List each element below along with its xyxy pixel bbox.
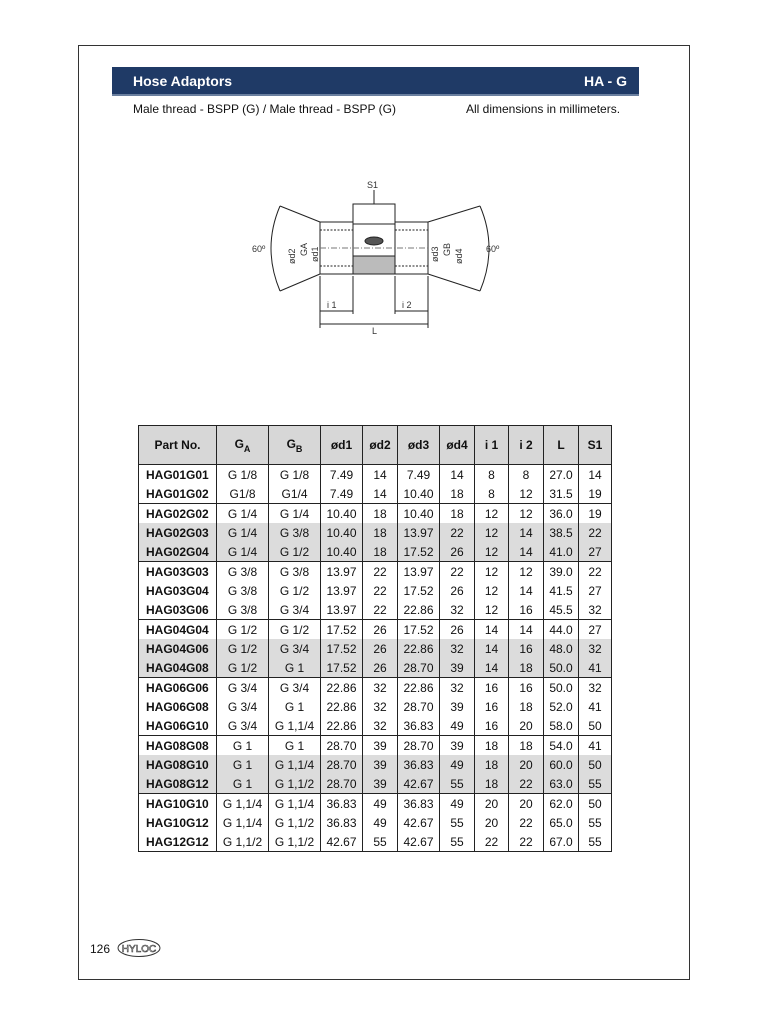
table-cell: 55 bbox=[440, 774, 475, 794]
table-cell: 14 bbox=[509, 620, 544, 640]
table-cell: 14 bbox=[509, 542, 544, 562]
table-cell: 12 bbox=[509, 484, 544, 504]
table-cell: 22 bbox=[579, 523, 612, 542]
table-cell: 18 bbox=[475, 774, 509, 794]
table-cell: HAG02G02 bbox=[139, 504, 217, 524]
table-cell: G 1 bbox=[217, 755, 269, 774]
od3-label: ød3 bbox=[430, 246, 440, 262]
table-cell: HAG02G03 bbox=[139, 523, 217, 542]
table-cell: 12 bbox=[475, 562, 509, 582]
table-cell: G 1/4 bbox=[269, 504, 321, 524]
table-cell: 18 bbox=[475, 755, 509, 774]
table-cell: 13.97 bbox=[398, 523, 440, 542]
table-cell: 18 bbox=[440, 504, 475, 524]
table-cell: 10.40 bbox=[321, 523, 363, 542]
table-cell: 63.0 bbox=[544, 774, 579, 794]
i2-label: i 2 bbox=[402, 300, 412, 310]
table-cell: G 1/4 bbox=[217, 542, 269, 562]
table-cell: 41 bbox=[579, 736, 612, 756]
col-i1: i 1 bbox=[475, 426, 509, 465]
table-cell: 28.70 bbox=[398, 697, 440, 716]
table-cell: 17.52 bbox=[398, 620, 440, 640]
table-header-row bbox=[139, 426, 612, 465]
table-cell: 28.70 bbox=[321, 755, 363, 774]
table-row bbox=[139, 562, 612, 582]
table-cell: 26 bbox=[440, 581, 475, 600]
table-cell: 16 bbox=[509, 678, 544, 698]
table-cell: HAG03G04 bbox=[139, 581, 217, 600]
table-cell: 22.86 bbox=[398, 600, 440, 620]
table-cell: 32 bbox=[440, 639, 475, 658]
table-row bbox=[139, 736, 612, 756]
table-cell: 28.70 bbox=[398, 658, 440, 678]
table-cell: 14 bbox=[509, 581, 544, 600]
units-note: All dimensions in millimeters. bbox=[466, 102, 621, 116]
page-number: 126 bbox=[90, 942, 111, 956]
table-cell: HAG01G01 bbox=[139, 465, 217, 485]
logo-text: HYLOC bbox=[121, 944, 157, 955]
table-cell: 36.83 bbox=[398, 794, 440, 814]
table-cell: 32 bbox=[440, 678, 475, 698]
table-cell: G 3/4 bbox=[269, 678, 321, 698]
table-cell: 12 bbox=[509, 562, 544, 582]
table-cell: 22 bbox=[363, 600, 398, 620]
table-cell: 22 bbox=[363, 562, 398, 582]
table-cell: 12 bbox=[475, 600, 509, 620]
table-cell: 8 bbox=[509, 465, 544, 485]
table-cell: 20 bbox=[509, 716, 544, 736]
table-cell: 18 bbox=[509, 658, 544, 678]
table-cell: 14 bbox=[475, 639, 509, 658]
section-header bbox=[112, 67, 639, 94]
table-cell: 12 bbox=[475, 542, 509, 562]
table-cell: 60.0 bbox=[544, 755, 579, 774]
table-cell: HAG10G10 bbox=[139, 794, 217, 814]
table-row bbox=[139, 542, 612, 562]
table-cell: G 3/8 bbox=[217, 600, 269, 620]
table-cell: 39 bbox=[440, 658, 475, 678]
table-cell: 18 bbox=[475, 736, 509, 756]
table-cell: 55 bbox=[579, 832, 612, 852]
table-cell: 41.5 bbox=[544, 581, 579, 600]
table-cell: 50 bbox=[579, 716, 612, 736]
table-cell: 14 bbox=[579, 465, 612, 485]
table-cell: 18 bbox=[363, 523, 398, 542]
table-cell: 52.0 bbox=[544, 697, 579, 716]
table-cell: 22 bbox=[440, 562, 475, 582]
table-cell: 22 bbox=[509, 813, 544, 832]
table-cell: 49 bbox=[363, 813, 398, 832]
table-cell: 22 bbox=[509, 832, 544, 852]
section-title: Hose Adaptors bbox=[133, 72, 233, 89]
table-cell: G 1 bbox=[269, 736, 321, 756]
table-cell: 62.0 bbox=[544, 794, 579, 814]
table-cell: 49 bbox=[440, 794, 475, 814]
table-cell: 55 bbox=[440, 813, 475, 832]
table-cell: HAG02G04 bbox=[139, 542, 217, 562]
table-cell: 7.49 bbox=[321, 484, 363, 504]
od4-label: ød4 bbox=[454, 248, 464, 264]
table-cell: HAG08G08 bbox=[139, 736, 217, 756]
table-cell: 50 bbox=[579, 755, 612, 774]
table-cell: G 3/8 bbox=[269, 523, 321, 542]
table-cell: G 1/4 bbox=[217, 523, 269, 542]
table-cell: G1/4 bbox=[269, 484, 321, 504]
table-cell: 55 bbox=[440, 832, 475, 852]
table-row bbox=[139, 620, 612, 640]
table-cell: G 3/4 bbox=[217, 697, 269, 716]
table-cell: 32 bbox=[579, 600, 612, 620]
table-cell: 26 bbox=[440, 620, 475, 640]
table-cell: 36.83 bbox=[398, 716, 440, 736]
table-cell: 32 bbox=[440, 600, 475, 620]
table-cell: 14 bbox=[440, 465, 475, 485]
table-cell: 39 bbox=[363, 736, 398, 756]
table-row bbox=[139, 523, 612, 542]
table-row bbox=[139, 581, 612, 600]
angle-left-label: 60º bbox=[252, 244, 266, 254]
table-cell: G 1/8 bbox=[217, 465, 269, 485]
col-od4: ød4 bbox=[440, 426, 475, 465]
table-cell: G 1,1/4 bbox=[269, 794, 321, 814]
table-cell: 36.83 bbox=[398, 755, 440, 774]
table-cell: 58.0 bbox=[544, 716, 579, 736]
table-cell: 55 bbox=[579, 774, 612, 794]
s1-label: S1 bbox=[367, 180, 379, 190]
table-cell: 41 bbox=[579, 697, 612, 716]
table-cell: 10.40 bbox=[321, 542, 363, 562]
table-cell: 14 bbox=[363, 484, 398, 504]
table-cell: 13.97 bbox=[398, 562, 440, 582]
table-cell: G 1/2 bbox=[269, 581, 321, 600]
table-cell: 39 bbox=[440, 697, 475, 716]
table-cell: 16 bbox=[475, 716, 509, 736]
table-body bbox=[139, 465, 612, 852]
table-cell: HAG06G08 bbox=[139, 697, 217, 716]
table-cell: 16 bbox=[475, 678, 509, 698]
table-cell: 32 bbox=[363, 716, 398, 736]
table-cell: 20 bbox=[509, 755, 544, 774]
col-l: L bbox=[544, 426, 579, 465]
table-cell: 18 bbox=[440, 484, 475, 504]
table-cell: 19 bbox=[579, 504, 612, 524]
col-od1: ød1 bbox=[321, 426, 363, 465]
table-cell: HAG08G12 bbox=[139, 774, 217, 794]
table-cell: 14 bbox=[509, 523, 544, 542]
table-row bbox=[139, 832, 612, 852]
table-cell: 49 bbox=[440, 716, 475, 736]
table-cell: 22 bbox=[363, 581, 398, 600]
left-cone-arc bbox=[271, 206, 280, 291]
table-cell: 50.0 bbox=[544, 678, 579, 698]
table-cell: G 3/4 bbox=[217, 716, 269, 736]
thread-description: Male thread - BSPP (G) / Male thread - BSPP (G) bbox=[133, 102, 396, 116]
table-cell: 50 bbox=[579, 794, 612, 814]
table-row bbox=[139, 697, 612, 716]
table-cell: 26 bbox=[440, 542, 475, 562]
table-cell: G 1,1/2 bbox=[269, 774, 321, 794]
table-cell: G 1,1/4 bbox=[217, 813, 269, 832]
od2-label: ød2 bbox=[287, 248, 297, 264]
table-cell: 39 bbox=[440, 736, 475, 756]
table-cell: 50.0 bbox=[544, 658, 579, 678]
table-cell: HAG04G06 bbox=[139, 639, 217, 658]
table-cell: 12 bbox=[475, 504, 509, 524]
table-cell: 18 bbox=[363, 542, 398, 562]
table-cell: G 3/4 bbox=[269, 639, 321, 658]
table-cell: 22.86 bbox=[398, 639, 440, 658]
table-cell: 13.97 bbox=[321, 562, 363, 582]
table-cell: 36.83 bbox=[321, 794, 363, 814]
table-cell: 49 bbox=[363, 794, 398, 814]
table-row bbox=[139, 600, 612, 620]
table-cell: 22 bbox=[509, 774, 544, 794]
gb-label: GB bbox=[442, 242, 452, 256]
table-cell: HAG04G08 bbox=[139, 658, 217, 678]
table-cell: 67.0 bbox=[544, 832, 579, 852]
table-cell: G 1,1/2 bbox=[217, 832, 269, 852]
table-cell: 41 bbox=[579, 658, 612, 678]
table-cell: 12 bbox=[475, 581, 509, 600]
col-gb: $G_B$ bbox=[269, 426, 321, 465]
table-cell: 7.49 bbox=[398, 465, 440, 485]
table-cell: HAG10G12 bbox=[139, 813, 217, 832]
table-cell: 42.67 bbox=[398, 813, 440, 832]
col-s1: S1 bbox=[579, 426, 612, 465]
table-cell: G 1/2 bbox=[217, 639, 269, 658]
col-od2: ød2 bbox=[363, 426, 398, 465]
table-cell: 44.0 bbox=[544, 620, 579, 640]
table-cell: 22.86 bbox=[398, 678, 440, 698]
table-cell: G 1,1/2 bbox=[269, 813, 321, 832]
table-cell: 27 bbox=[579, 581, 612, 600]
table-cell: 17.52 bbox=[321, 620, 363, 640]
header-rule bbox=[112, 94, 639, 96]
section-hatch bbox=[353, 256, 395, 274]
table-cell: 8 bbox=[475, 465, 509, 485]
col-ga: $G_A$ bbox=[217, 426, 269, 465]
table-cell: G 1,1/4 bbox=[269, 755, 321, 774]
table-cell: 32 bbox=[579, 639, 612, 658]
table-cell: G 1 bbox=[269, 697, 321, 716]
table-cell: HAG06G10 bbox=[139, 716, 217, 736]
table-cell: 27 bbox=[579, 542, 612, 562]
hyloc-logo bbox=[117, 938, 161, 958]
table-cell: G 3/4 bbox=[269, 600, 321, 620]
table-cell: HAG12G12 bbox=[139, 832, 217, 852]
table-cell: 45.5 bbox=[544, 600, 579, 620]
table-cell: G 3/8 bbox=[269, 562, 321, 582]
table-cell: G 1/4 bbox=[217, 504, 269, 524]
table-cell: 26 bbox=[363, 658, 398, 678]
table-cell: 7.49 bbox=[321, 465, 363, 485]
table-row bbox=[139, 794, 612, 814]
table-cell: 10.40 bbox=[398, 484, 440, 504]
table-cell: 32 bbox=[579, 678, 612, 698]
table-cell: 16 bbox=[509, 639, 544, 658]
col-od3: ød3 bbox=[398, 426, 440, 465]
table-cell: 19 bbox=[579, 484, 612, 504]
table-cell: 18 bbox=[509, 736, 544, 756]
table-cell: 28.70 bbox=[398, 736, 440, 756]
table-cell: 28.70 bbox=[321, 774, 363, 794]
table-cell: 22.86 bbox=[321, 697, 363, 716]
table-cell: 14 bbox=[363, 465, 398, 485]
table-row bbox=[139, 716, 612, 736]
table-cell: 28.70 bbox=[321, 736, 363, 756]
table-cell: 8 bbox=[475, 484, 509, 504]
od1-label: ød1 bbox=[310, 246, 320, 262]
table-cell: 20 bbox=[475, 813, 509, 832]
table-cell: HAG03G03 bbox=[139, 562, 217, 582]
dimensions-table bbox=[138, 425, 612, 852]
table-row bbox=[139, 658, 612, 678]
table-cell: G 1/8 bbox=[269, 465, 321, 485]
table-row bbox=[139, 484, 612, 504]
table-cell: 14 bbox=[475, 658, 509, 678]
table-cell: G 1 bbox=[217, 736, 269, 756]
table-cell: 65.0 bbox=[544, 813, 579, 832]
table-cell: 39 bbox=[363, 755, 398, 774]
table-cell: 12 bbox=[509, 504, 544, 524]
table-cell: G 3/4 bbox=[217, 678, 269, 698]
table-cell: G 1/2 bbox=[217, 620, 269, 640]
table-cell: 22 bbox=[475, 832, 509, 852]
i1-label: i 1 bbox=[327, 300, 337, 310]
product-code: HA - G bbox=[583, 72, 627, 89]
table-cell: 31.5 bbox=[544, 484, 579, 504]
col-i2: i 2 bbox=[509, 426, 544, 465]
table-cell: 49 bbox=[440, 755, 475, 774]
table-cell: 36.0 bbox=[544, 504, 579, 524]
table-cell: 16 bbox=[475, 697, 509, 716]
adaptor-drawing bbox=[240, 176, 520, 336]
table-cell: G 1 bbox=[217, 774, 269, 794]
table-cell: HAG06G06 bbox=[139, 678, 217, 698]
table-cell: G 3/8 bbox=[217, 562, 269, 582]
table-row bbox=[139, 504, 612, 524]
table-cell: G 1/2 bbox=[217, 658, 269, 678]
table-cell: 20 bbox=[475, 794, 509, 814]
table-cell: 17.52 bbox=[321, 658, 363, 678]
table-cell: 20 bbox=[509, 794, 544, 814]
table-cell: 39.0 bbox=[544, 562, 579, 582]
table-cell: G 1/2 bbox=[269, 542, 321, 562]
table-cell: 36.83 bbox=[321, 813, 363, 832]
table-cell: G 3/8 bbox=[217, 581, 269, 600]
table-cell: 32 bbox=[363, 678, 398, 698]
table-cell: 39 bbox=[363, 774, 398, 794]
table-cell: 26 bbox=[363, 639, 398, 658]
table-cell: 18 bbox=[363, 504, 398, 524]
l-label: L bbox=[372, 326, 378, 336]
table-cell: 27 bbox=[579, 620, 612, 640]
table-cell: 54.0 bbox=[544, 736, 579, 756]
table-row bbox=[139, 465, 612, 485]
table-cell: HAG03G06 bbox=[139, 600, 217, 620]
table-row bbox=[139, 678, 612, 698]
center-marking bbox=[365, 237, 383, 245]
table-cell: 22.86 bbox=[321, 678, 363, 698]
table-cell: G 1/2 bbox=[269, 620, 321, 640]
table-cell: 41.0 bbox=[544, 542, 579, 562]
table-cell: 13.97 bbox=[321, 600, 363, 620]
table-cell: 27.0 bbox=[544, 465, 579, 485]
table-cell: 16 bbox=[509, 600, 544, 620]
table-cell: G1/8 bbox=[217, 484, 269, 504]
table-row bbox=[139, 755, 612, 774]
angle-right-label: 60º bbox=[486, 244, 500, 254]
table-row bbox=[139, 813, 612, 832]
ga-label: GA bbox=[299, 242, 309, 256]
table-cell: 17.52 bbox=[321, 639, 363, 658]
table-cell: 42.67 bbox=[321, 832, 363, 852]
table-cell: 14 bbox=[475, 620, 509, 640]
table-cell: G 1,1/4 bbox=[217, 794, 269, 814]
table-cell: 32 bbox=[363, 697, 398, 716]
table-cell: 48.0 bbox=[544, 639, 579, 658]
table-cell: G 1,1/2 bbox=[269, 832, 321, 852]
table-cell: 22 bbox=[579, 562, 612, 582]
table-cell: 55 bbox=[579, 813, 612, 832]
table-cell: HAG08G10 bbox=[139, 755, 217, 774]
table-row bbox=[139, 639, 612, 658]
table-cell: 17.52 bbox=[398, 581, 440, 600]
col-part-no: Part No. bbox=[139, 426, 217, 465]
table-cell: 18 bbox=[509, 697, 544, 716]
table-cell: 17.52 bbox=[398, 542, 440, 562]
table-cell: 42.67 bbox=[398, 832, 440, 852]
table-cell: 13.97 bbox=[321, 581, 363, 600]
table-cell: G 1 bbox=[269, 658, 321, 678]
table-cell: 10.40 bbox=[398, 504, 440, 524]
table-row bbox=[139, 774, 612, 794]
table-cell: 55 bbox=[363, 832, 398, 852]
table-cell: G 1,1/4 bbox=[269, 716, 321, 736]
table-cell: HAG01G02 bbox=[139, 484, 217, 504]
table-cell: 26 bbox=[363, 620, 398, 640]
table-cell: 22.86 bbox=[321, 716, 363, 736]
table-cell: 38.5 bbox=[544, 523, 579, 542]
table-cell: 10.40 bbox=[321, 504, 363, 524]
table-cell: 42.67 bbox=[398, 774, 440, 794]
table-cell: 22 bbox=[440, 523, 475, 542]
table-cell: HAG04G04 bbox=[139, 620, 217, 640]
table-cell: 12 bbox=[475, 523, 509, 542]
